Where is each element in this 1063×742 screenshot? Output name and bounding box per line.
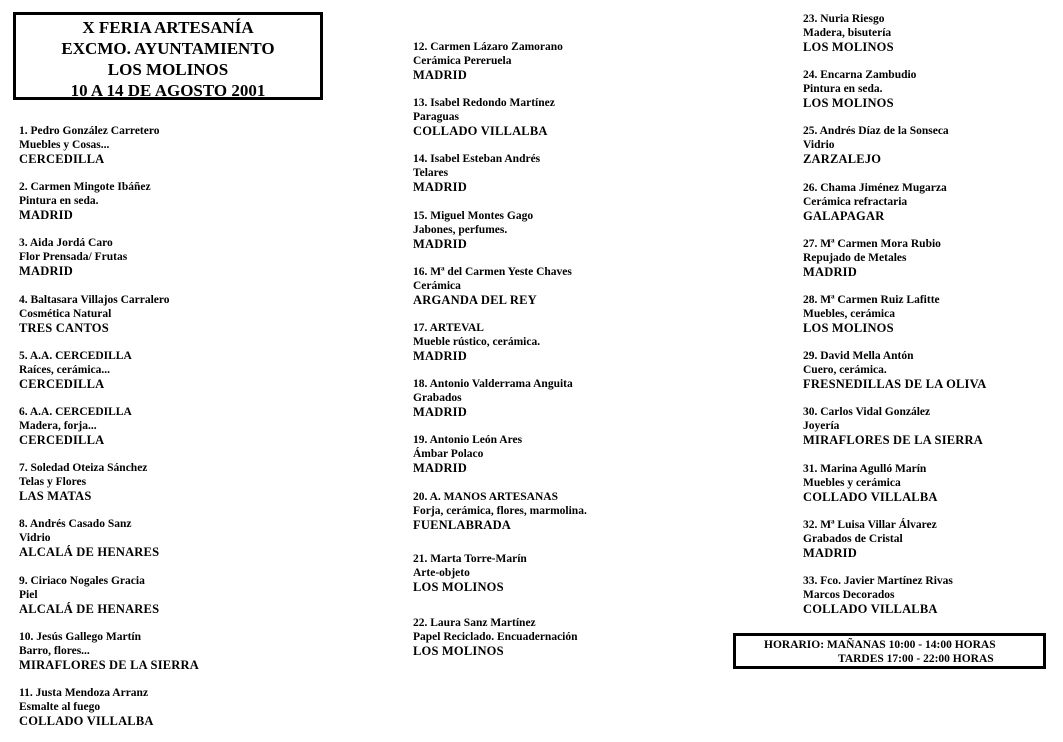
exhibitor-entry (803, 12, 894, 54)
exhibitor-entry (803, 349, 986, 391)
exhibitor-entry (803, 462, 938, 504)
exhibitor-entry (19, 293, 170, 335)
exhibitor-craft: Grabados de Cristal (803, 532, 903, 545)
fair-title: X FERIA ARTESANÍA (82, 18, 254, 37)
fair-location: LOS MOLINOS (107, 60, 229, 79)
exhibitor-town: LOS MOLINOS (803, 40, 894, 54)
exhibitor-town: FRESNEDILLAS DE LA OLIVA (803, 377, 987, 392)
fair-dates: 10 A 14 DE AGOSTO 2001 (70, 81, 266, 100)
exhibitor-town: CERCEDILLA (19, 376, 105, 391)
exhibitor-name: 23. Nuria Riesgo (803, 13, 885, 25)
exhibitor-name: 31. Marina Agulló Marín (803, 462, 927, 475)
exhibitor-town: LAS MATAS (19, 489, 92, 504)
exhibitor-town: MADRID (413, 349, 467, 363)
exhibitor-town: CERCEDILLA (19, 152, 105, 166)
exhibitor-craft: Madera, bisutería (803, 27, 892, 39)
exhibitor-entry (803, 124, 949, 166)
exhibitor-craft: Mueble rústico, cerámica. (413, 336, 541, 348)
exhibitor-name: 5. A.A. CERCEDILLA (19, 349, 132, 362)
exhibitor-town: MADRID (413, 461, 467, 476)
exhibitor-name: 12. Carmen Lázaro Zamorano (413, 41, 563, 53)
exhibitor-town: GALAPAGAR (803, 208, 885, 223)
exhibitor-town: MADRID (19, 264, 73, 279)
exhibitor-town: CERCEDILLA (19, 433, 105, 447)
exhibitor-craft: Ámbar Polaco (413, 448, 484, 461)
exhibitor-craft: Cuero, cerámica. (803, 364, 887, 377)
exhibitor-town: COLLADO VILLALBA (19, 714, 154, 728)
exhibitor-craft: Pintura en seda. (19, 195, 99, 208)
exhibitor-craft: Pintura en seda. (803, 83, 883, 96)
exhibitor-entry (803, 68, 916, 110)
exhibitor-name: 26. Chama Jiménez Mugarza (803, 181, 947, 194)
exhibitor-craft: Raíces, cerámica... (19, 363, 111, 376)
exhibitor-town: MADRID (413, 405, 467, 420)
exhibitor-craft: Muebles y Cosas... (19, 139, 110, 151)
exhibitor-town: LOS MOLINOS (803, 321, 894, 335)
exhibitor-craft: Cerámica (413, 279, 461, 292)
exhibitor-town: COLLADO VILLALBA (803, 489, 938, 504)
exhibitor-name: 2. Carmen Mingote Ibáñez (19, 181, 151, 194)
exhibitor-craft: Repujado de Metales (803, 251, 907, 264)
exhibitor-craft: Barro, flores... (19, 644, 90, 657)
exhibitor-town: LOS MOLINOS (803, 96, 894, 111)
exhibitor-entry (413, 490, 587, 532)
exhibitor-entry (413, 321, 540, 363)
exhibitor-entry (19, 349, 132, 391)
exhibitor-craft: Jabones, perfumes. (413, 223, 508, 236)
exhibitor-name: 27. Mª Carmen Mora Rubio (803, 237, 941, 250)
exhibitor-name: 33. Fco. Javier Martínez Rivas (803, 575, 953, 587)
exhibitor-craft: Vidrio (803, 139, 835, 152)
exhibitor-town: MADRID (413, 68, 467, 82)
exhibitor-name: 9. Ciriaco Nogales Gracia (19, 574, 145, 587)
exhibitor-craft: Telas y Flores (19, 476, 87, 489)
exhibitor-name: 21. Marta Torre-Marín (413, 552, 527, 565)
exhibitor-craft: Cosmética Natural (19, 307, 112, 320)
organizer: EXCMO. AYUNTAMIENTO (61, 39, 275, 58)
schedule-afternoon: TARDES 17:00 - 22:00 HORAS (838, 653, 994, 665)
exhibitor-craft: Papel Reciclado. Encuadernación (413, 631, 578, 643)
exhibitor-entry (803, 518, 937, 560)
schedule-morning: HORARIO: MAÑANAS 10:00 - 14:00 HORAS (764, 639, 996, 651)
exhibitor-name: 13. Isabel Redondo Martínez (413, 97, 555, 110)
exhibitor-entry (19, 630, 199, 672)
exhibitor-craft: Esmalte al fuego (19, 701, 101, 713)
exhibitor-name: 8. Andrés Casado Sanz (19, 518, 132, 531)
exhibitor-entry (19, 517, 159, 559)
exhibitor-craft: Cerámica Pereruela (413, 55, 512, 67)
exhibitor-name: 7. Soledad Oteiza Sánchez (19, 462, 148, 475)
exhibitor-town: ARGANDA DEL REY (413, 292, 537, 307)
exhibitor-name: 28. Mª Carmen Ruiz Lafitte (803, 294, 940, 306)
exhibitor-name: 10. Jesús Gallego Martín (19, 630, 142, 643)
exhibitor-entry (413, 433, 522, 475)
exhibitor-entry (803, 574, 953, 616)
exhibitor-entry (413, 96, 555, 138)
exhibitor-town: MADRID (803, 264, 857, 279)
exhibitor-town: TRES CANTOS (19, 320, 109, 335)
exhibitor-entry (19, 574, 159, 616)
schedule-box (733, 633, 1046, 669)
exhibitor-entry (19, 461, 147, 503)
exhibitor-entry (803, 181, 947, 223)
exhibitor-name: 24. Encarna Zambudio (803, 69, 917, 82)
exhibitor-name: 3. Aida Jordá Caro (19, 237, 113, 250)
exhibitor-town: FUENLABRADA (413, 517, 512, 532)
exhibitor-town: MIRAFLORES DE LA SIERRA (803, 433, 983, 448)
exhibitor-entry (803, 293, 940, 335)
exhibitor-name: 19. Antonio León Ares (413, 434, 523, 447)
exhibitor-craft: Madera, forja... (19, 420, 97, 432)
exhibitor-name: 11. Justa Mendoza Arranz (19, 687, 149, 699)
exhibitor-town: COLLADO VILLALBA (413, 124, 548, 139)
exhibitor-name: 20. A. MANOS ARTESANAS (413, 490, 558, 503)
exhibitor-craft: Piel (19, 588, 38, 601)
exhibitor-name: 15. Miguel Montes Gago (413, 209, 534, 222)
exhibitor-town: ALCALÁ DE HENARES (19, 601, 160, 616)
exhibitor-craft: Cerámica refractaria (803, 195, 908, 208)
exhibitor-entry (19, 686, 154, 728)
exhibitor-name: 4. Baltasara Villajos Carralero (19, 293, 170, 306)
exhibitor-town: ZARZALEJO (803, 152, 882, 167)
exhibitor-town: LOS MOLINOS (413, 579, 504, 594)
exhibitor-name: 17. ARTEVAL (413, 322, 484, 334)
exhibitor-craft: Vidrio (19, 532, 51, 545)
exhibitor-name: 1. Pedro González Carretero (19, 125, 160, 137)
exhibitor-town: MADRID (19, 208, 73, 223)
exhibitor-name: 14. Isabel Esteban Andrés (413, 153, 541, 166)
exhibitor-name: 16. Mª del Carmen Yeste Chaves (413, 265, 572, 278)
exhibitor-craft: Paraguas (413, 111, 459, 124)
exhibitor-craft: Forja, cerámica, flores, marmolina. (413, 504, 587, 517)
exhibitor-entry (413, 552, 527, 594)
exhibitor-entry (413, 616, 578, 658)
exhibitor-entry (413, 377, 573, 419)
exhibitor-entry (19, 236, 127, 278)
exhibitor-name: 6. A.A. CERCEDILLA (19, 406, 132, 418)
exhibitor-craft: Muebles, cerámica (803, 308, 895, 320)
exhibitor-craft: Muebles y cerámica (803, 476, 901, 489)
exhibitor-town: MADRID (413, 236, 467, 251)
exhibitor-craft: Telares (413, 167, 449, 180)
exhibitor-entry (19, 180, 151, 222)
exhibitor-name: 25. Andrés Díaz de la Sonseca (803, 125, 949, 138)
exhibitor-entry (19, 124, 160, 166)
exhibitor-town: ALCALÁ DE HENARES (19, 545, 160, 560)
exhibitor-name: 32. Mª Luisa Villar Álvarez (803, 518, 937, 531)
exhibitor-entry (413, 265, 572, 307)
exhibitor-town: LOS MOLINOS (413, 644, 504, 658)
fair-title-box (13, 12, 323, 100)
exhibitor-craft: Arte-objeto (413, 566, 470, 579)
exhibitor-entry (19, 405, 132, 447)
exhibitor-name: 29. David Mella Antón (803, 350, 914, 363)
exhibitor-name: 30. Carlos Vidal González (803, 406, 931, 419)
exhibitor-craft: Flor Prensada/ Frutas (19, 251, 128, 264)
exhibitor-craft: Joyería (803, 420, 840, 433)
exhibitor-entry (413, 152, 540, 194)
exhibitor-town: MADRID (803, 545, 857, 560)
exhibitor-entry (413, 209, 533, 251)
exhibitor-town: COLLADO VILLALBA (803, 602, 938, 616)
exhibitor-entry (803, 405, 983, 447)
exhibitor-name: 22. Laura Sanz Martínez (413, 617, 536, 629)
exhibitor-name: 18. Antonio Valderrama Anguita (413, 378, 573, 391)
exhibitor-entry (803, 237, 941, 279)
exhibitor-town: MADRID (413, 180, 467, 195)
exhibitor-craft: Grabados (413, 392, 462, 405)
exhibitor-town: MIRAFLORES DE LA SIERRA (19, 657, 199, 672)
exhibitor-entry (413, 40, 563, 82)
exhibitor-craft: Marcos Decorados (803, 589, 895, 601)
